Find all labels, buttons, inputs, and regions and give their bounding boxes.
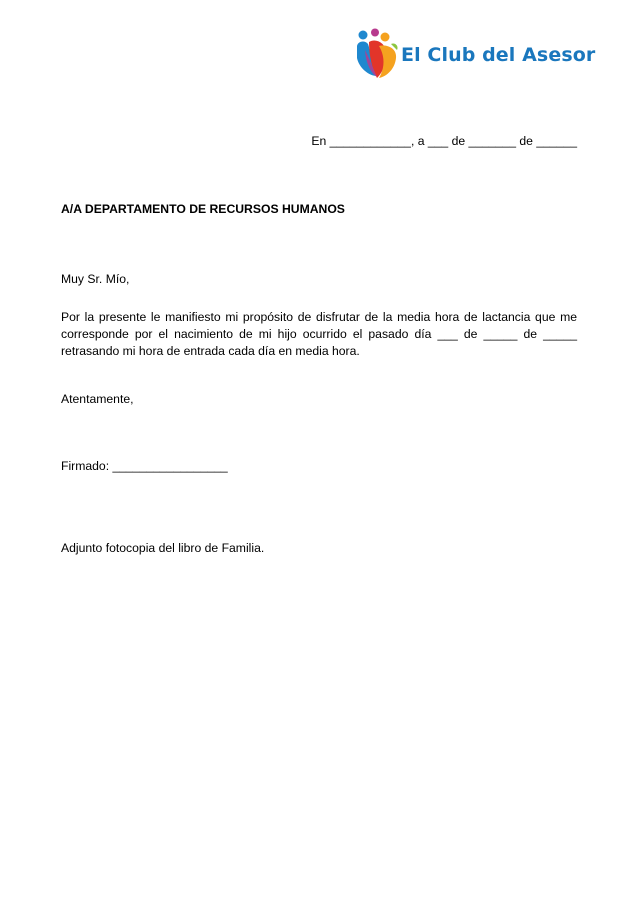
club-del-asesor-logo <box>355 28 596 84</box>
signature-line: Firmado: _________________ <box>61 459 228 473</box>
attachment-note: Adjunto fotocopia del libro de Familia. <box>61 541 265 555</box>
body-line: corresponde por el nacimiento de mi hijo ocurrido el pasado día ___ de _____ de _____ <box>61 327 577 341</box>
body-line: retrasando mi hora de entrada cada día en media hora. <box>61 344 360 358</box>
recipient-heading: A/A DEPARTAMENTO DE RECURSOS HUMANOS <box>61 202 345 216</box>
greeting: Muy Sr. Mío, <box>61 272 130 286</box>
closing: Atentamente, <box>61 392 134 406</box>
body-line: Por la presente le manifiesto mi propósito de disfrutar de la media hora de lactancia que me <box>61 310 577 324</box>
people-logo-icon <box>355 28 403 84</box>
date-line: En ____________, a ___ de _______ de ______ <box>311 134 577 148</box>
logo-text: El Club del Asesor <box>401 44 596 66</box>
letter-body <box>61 309 577 360</box>
